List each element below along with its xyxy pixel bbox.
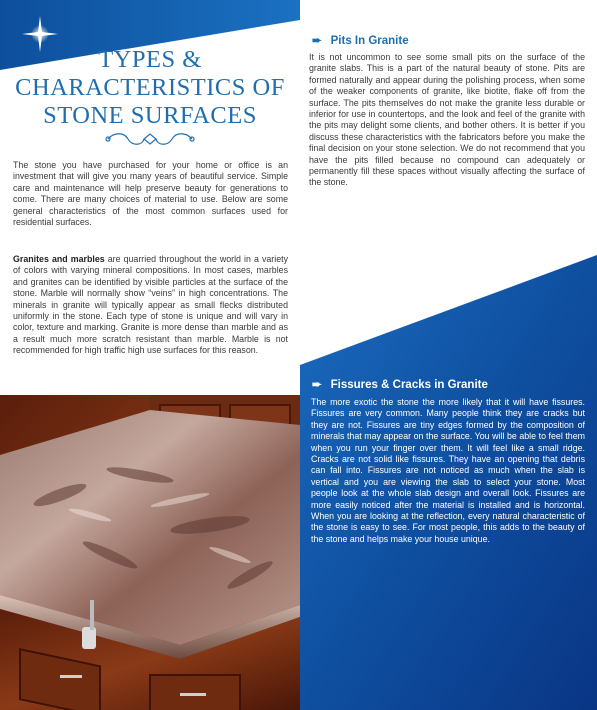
granite-lead: Granites and marbles	[13, 254, 105, 264]
pits-paragraph: It is not uncommon to see some small pits on the surface of the granite slabs. This is a part of the natural beauty of stone. Pits are formed naturally and appear during the polishing process, when some of the weaker components of granite, like biotite, flake off from the surface. The pits themselves do not make the granite less durable or inferior for use in countertops, and the look and feel of the granite with the pits may delight some clients, and bother others. It is better if you discuss these characteristics with the fabricators before you make the final decision on your stone selection. We do not recommend that you have the pits filled because no compound can adequately or permanently fill these spaces without visually affecting the surface of the stone.	[309, 52, 585, 188]
arrow-right-icon: ➨	[312, 35, 322, 47]
granite-paragraph	[13, 254, 288, 357]
fissures-heading-label: Fissures & Cracks in Granite	[330, 379, 488, 391]
fissures-heading	[312, 377, 488, 391]
pits-heading-label: Pits In Granite	[330, 35, 409, 47]
page-title: TYPES & CHARACTERISTICS OF STONE SURFACES	[15, 46, 285, 129]
arrow-right-icon: ➨	[312, 379, 322, 391]
pits-heading	[312, 33, 409, 47]
granite-text: are quarried throughout the world in a variety of colors with varying mineral compositions. In most cases, marbles and granites can be identified by visible particles at the surface of the stone. Marble will normally show “veins” in high concentrations. The minerals in granite will typically appear as small flecks distributed uniformly in the stone. Each type of stone is unique and will vary in color, texture and marking. Granite is more dense than marble and as a result much more scratch resistant than marble. Marble is not recommended for high traffic high use surfaces for this reason.	[13, 254, 289, 356]
flourish-ornament-icon	[100, 130, 200, 148]
fissures-paragraph: The more exotic the stone the more likely that it will have fissures. Fissures are very common. Many people think they are cracks but they are not. Fissures are tiny edges formed by the composition of minerals that may appear on the surface. You will be able to feel them when you run your finger over them. It will feel like a small ridge. Cracks are not solid like fissures. They have an opening that debris can fall into. Fissures are not noticed as much when the slab is vertical and you are viewing the slab to select your stone. Most people look at the whole slab design and overall look. Fissures are more easily noticed after the material is installed and is horizontal. When you are looking at the reflection, every natural characteristic of the stone is easy to see. For most people, this adds to the beauty of the stone and helps make your house unique.	[311, 397, 585, 544]
intro-paragraph: The stone you have purchased for your home or office is an investment that will give you many years of beautiful service. Simple care and maintenance will help preserve beauty for generations to come. There are many choices of material to use. Below are some general characteristics of the most common surfaces used for residential surfaces.	[13, 160, 288, 228]
kitchen-countertop-photo	[0, 395, 300, 710]
